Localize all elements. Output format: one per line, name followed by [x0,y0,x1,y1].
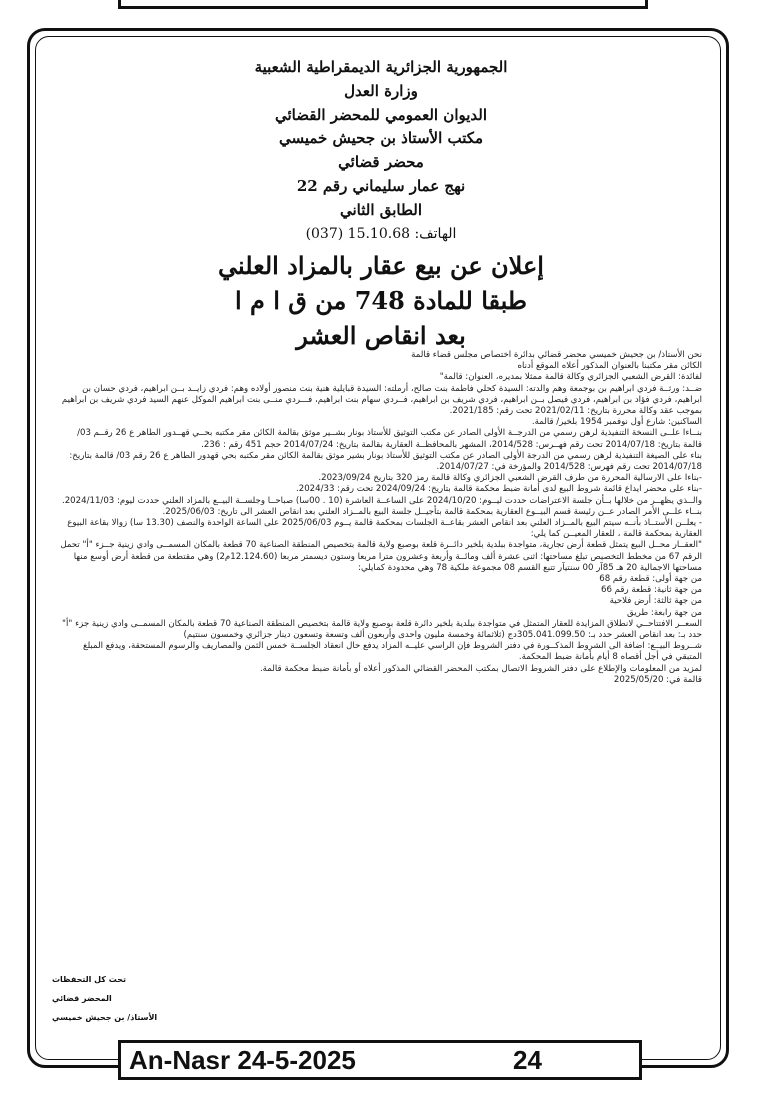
signature-reserve: تحت كل التحفظات [52,975,126,984]
body-paragraph: السعــر الافتتاحــي لانطلاق المزايدة للعقار المتمثل في متواجدة ببلدية بلخير دائرة قلعة بوصبع ولاية قالمة بتخصيص المنطقة الصناعية 70 قطعة بالمكان المسمــى وادي زينية جزء "أ" حدد بـ: بعد انقاص العشر حدد بـ: 305.041.099.50دج (ثلاثمائة وخمسة مليون واحدى وأربعون ألف وتسعة وتسعون دينار جزائري وخمسون سنتيم) [62,618,702,641]
republic-line: الجمهورية الجزائرية الديمقراطية الشعبية [254,58,508,76]
bureau-line: مكتب الأستاذ بن جحيش خميسي [278,129,484,148]
role-line: محضر قضائي [338,153,424,172]
body-paragraph: قالمة في: 2025/05/20 [613,674,702,685]
body-paragraph: - يعلــن الأستــاذ بأنــه سيتم البيع بالمــزاد العلني بعد انقاص العشر بقاعــة الجلسات بمحكمة قالمة يــوم 2025/06/03 على الساعة الواحدة والنصف (13.30 سا) زوالا بقاعة البيوع العقارية بمحكمة قالمة ، للعقار المعيــن كما يلي: [67,518,702,540]
publication-name: An-Nasr 24-5-2025 [129,1045,356,1075]
body-paragraph: بناء على الصيغة التنفيذية لرهن رسمي من الدرجة الأولى الصادر عن مكتب التوثيق للأستاذ بونار بشير موثق بقالمة الكائن مقر مكتبه بحي قهدور الطاهر ع 26 رقم 03/ قالمة بتاريخ: 2014/07/18 تحت رقم فهرس: 2014/528 والمؤرخة في: 2014/07/27. [69,450,702,473]
body-paragraph: بنــاءا علــى النسخة التنفيذية لرهن رسمي من الدرجــة الأولى الصادر عن مكتب التوثيق للأستاذ بونار بشــير موثق بقالمة الكائن مقر مكتبه بحــي قهــدور الطاهر ع 26 رقــم 03/ قالمة بتاريخ: 2014/07/18 تحت رقم فهــرس: 2014/528، المشهر بالمحافظــة العقارية بقالمة بتاريخ: 2014/07/24 حجم 451 رقم : 236. [77,428,702,450]
body-paragraph: من جهة رابعة: طريق [627,607,702,618]
body-paragraph: نحن الأستاذ/ بن جحيش خميسي محضر قضائي بدائرة اختصاص مجلس قضاء قالمة [411,350,702,360]
title-line-1: إعلان عن بيع عقار بالمزاد العلني [218,251,544,280]
body-paragraph: شــروط البيــع: اضافة الى الشروط المذكــورة في دفتر الشروط فإن الراسي عليــه المزاد يدفع حال انعقاد الجلســة خمس الثمن والمصاريف والرسوم المستحقة، ويدفع المبلغ المتبقي في أجل أقصاه 8 أيام بأمانة ضبط المحكمة. [83,641,702,663]
signature-name: الأستاذ/ بن جحيش خميسي [52,1013,158,1022]
body-paragraph: والــذي يظهــر من خلالها بــأن جلسة الاعتراضات حددت ليــوم: 2024/10/20 على الساعــة العاشرة (10 . 00سا) صباحــا وجلســة البيــع بالمزاد العلني حددت ليوم: 2024/11/03. [61,495,702,506]
title-line-3: بعد انقاص العشر [296,321,466,350]
body-paragraph: الساكنين: شارع أول نوفمبر 1954 بلخير/ قالمة. [531,417,702,428]
street-line: نهج عمار سليماني رقم 22 [296,176,466,195]
signature-role: المحضر قضائي [52,994,112,1003]
body-paragraph: "العقــار محــل البيع يتمثل قطعة أرض تجارية، متواجدة ببلدية بلخير دائــرة قلعة بوصبع ولاية قالمة بتخصيص المنطقة الصناعية 70 قطعة بالمكان المسمــى وادي زينية جــزء "أ" تحمل الرقم 67 من مخطط التخصيص تبلغ مساحتها: اثنى عشرة ألف ومائــة وأربعة وعشرون مترا مربعا وستون ديسمتر مربعا (12.124.60م2) وهي مقتطعة من قطعة أرض أوسع منها مساحتها الاجمالية 20 هـ 85آر 00 سنتيآر تتبع القسم 08 مجموعة ملكية 78 وهي محدودة كمايلي: [60,540,702,573]
body-paragraph: من جهة ثانية: قطعة رقم 66 [600,585,702,596]
body-paragraph: من جهة ثالثة: أرض فلاحية [609,596,702,607]
page-footer [118,1040,642,1080]
title-line-2: طبقا للمادة 748 من ق ا م ا [234,286,528,315]
announcement-body [60,350,702,686]
announcement-title [0,248,762,353]
floor-line: الطابق الثاني [339,200,423,219]
body-paragraph: لفائدة: القرض الشعبي الجزائري وكالة قالمة ممثلا بمديره، العنوان: قالمة" [439,372,702,383]
top-border-strip [118,0,648,9]
body-paragraph: ضــد: ورثــة فردي ابراهيم بن بوجمعة وهم والدته: السيدة كحلي فاطمة بنت صالح، أرملته: السيدة قبايلية هنية بنت منصور أولاده وهم: فردي زايــد بــن ابراهيم، فردي حسان بن ابراهيم، فردي فؤاد بن ابراهيم، فردي فيصل بــن ابراهيم، فردي شريف بن ابراهيم، فــردي سهام بنت ابراهيم، فـــردي منــى بنت ابراهيم الموكل عنهم السيد فردي شريف بن ابراهيم بموجب عقد وكالة محررة بتاريخ: 2021/02/11 تحت رقم: 2021/185. [61,383,702,417]
body-paragraph: من جهة أولى: قطعة رقم 68 [599,574,702,585]
body-paragraph: الكائن مقر مكتبنا بالعنوان المذكور أعلاه الموقع أدناه [517,361,702,372]
body-paragraph: -بناء على محضر ايداع قائمة شروط البيع لدى أمانة ضبط محكمة قالمة بتاريخ: 2024/09/24 تحت رقم: 2024/33. [296,484,702,495]
page-number: 24 [513,1045,542,1075]
body-paragraph: بنــاء علــى الأمر الصادر عــن رئيسة قسم البيــوع العقارية بمحكمة قالمة بتأجيــل جلسة البيع بالمــزاد العلني بعد انقاص العشر الى تاريخ: 2025/06/03. [162,506,702,517]
signature-block [52,970,157,1027]
body-paragraph: لمزيد من المعلومات والإطلاع على دفتر الشروط الاتصال بمكتب المحضر القضائي المذكور أعلاه أو بأمانة ضبط محكمة قالمة. [259,663,702,674]
body-paragraph: -بناءا على الارسالية المحررة من طرف القرض الشعبي الجزائري وكالة قالمة رمز 320 بتاريخ 2023/09/24. [318,473,702,484]
office-line: الديوان العمومي للمحضر القضائي [274,105,488,124]
ministry-line: وزارة العدل [344,81,418,100]
document-header [0,56,762,246]
phone-line: (037) 15.10.68 :الهاتف [305,225,457,242]
